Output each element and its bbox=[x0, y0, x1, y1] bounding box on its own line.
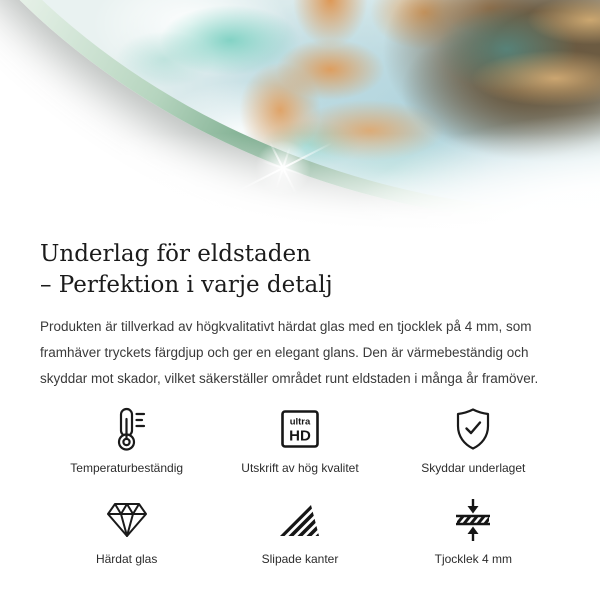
beveled-edges-icon bbox=[278, 497, 322, 543]
feature-print-quality bbox=[213, 406, 386, 475]
feature-label: Skyddar underlaget bbox=[421, 461, 526, 475]
shield-check-icon bbox=[451, 406, 495, 452]
product-description: Produkten är tillverkad av högkvalitativt härdat glas med en tjocklek på 4 mm, som framhäver tryckets färgdjup och ger en elegant glans. Den är värmebeständig och skyddar mot skador, vilket säkerställer området runt eldstaden i många år framöver. bbox=[40, 319, 539, 386]
diamond-icon bbox=[105, 497, 149, 543]
feature-polished-edges bbox=[213, 497, 386, 566]
page-title bbox=[40, 230, 560, 301]
title-line-2: – Perfektion i varje detalj bbox=[40, 272, 333, 298]
feature-label: Temperaturbeständig bbox=[70, 461, 184, 475]
ultra-hd-icon bbox=[278, 406, 322, 452]
feature-label: Tjocklek 4 mm bbox=[434, 552, 512, 566]
feature-grid bbox=[40, 406, 560, 566]
feature-label: Slipade kanter bbox=[261, 552, 339, 566]
title-line-1: Underlag för eldstaden bbox=[40, 241, 311, 267]
feature-temperature bbox=[40, 406, 213, 475]
feature-protection bbox=[387, 406, 560, 475]
svg-text:ultra: ultra bbox=[289, 416, 311, 428]
feature-thickness bbox=[387, 497, 560, 566]
feature-tempered-glass bbox=[40, 497, 213, 566]
feature-label: Utskrift av hög kvalitet bbox=[241, 461, 359, 475]
feature-label: Härdat glas bbox=[95, 552, 158, 566]
thickness-press-icon bbox=[451, 497, 495, 543]
product-info-section bbox=[0, 230, 600, 566]
product-photo bbox=[0, 0, 600, 230]
svg-text:HD: HD bbox=[289, 427, 311, 445]
photo-fade-overlay bbox=[0, 0, 600, 230]
thermometer-icon bbox=[105, 406, 149, 452]
